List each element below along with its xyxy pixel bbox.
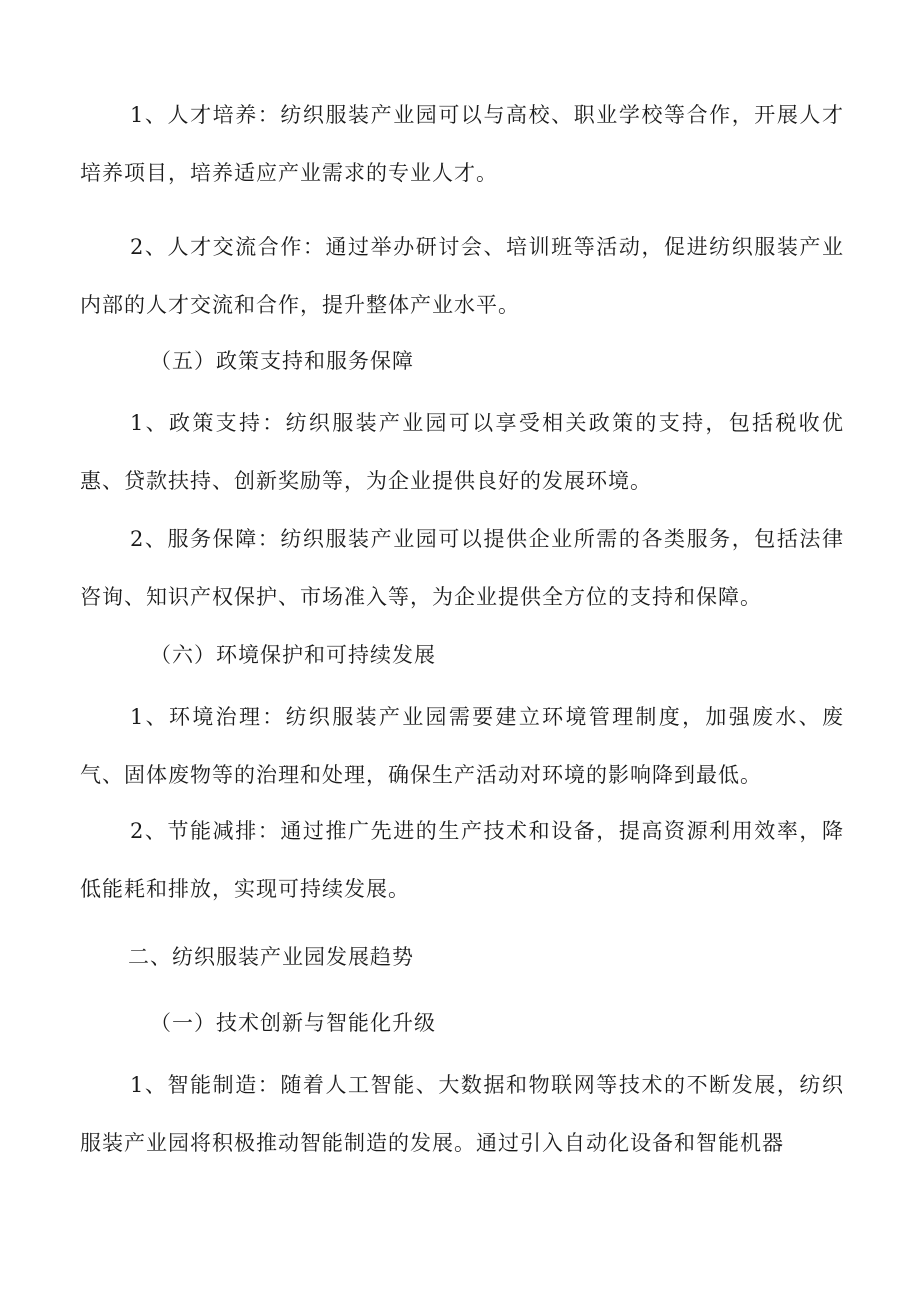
paragraph-smart-manufacturing: 1、智能制造：随着人工智能、大数据和物联网等技术的不断发展，纺织服装产业园将积极推动智能制造的发展。通过引入自动化设备和智能机器 bbox=[80, 1073, 844, 1155]
section-heading-tech-innovation: （一）技术创新与智能化升级 bbox=[150, 1011, 436, 1035]
chapter-heading-development-trends: 二、纺织服装产业园发展趋势 bbox=[128, 945, 414, 969]
paragraph-talent-exchange: 2、人才交流合作：通过举办研讨会、培训班等活动，促进纺织服装产业内部的人才交流和合作，提升整体产业水平。 bbox=[80, 235, 844, 317]
paragraph-service-guarantee: 2、服务保障：纺织服装产业园可以提供企业所需的各类服务，包括法律咨询、知识产权保护、市场准入等，为企业提供全方位的支持和保障。 bbox=[80, 527, 844, 609]
section-heading-policy-support: （五）政策支持和服务保障 bbox=[150, 349, 414, 373]
paragraph-policy-support: 1、政策支持：纺织服装产业园可以享受相关政策的支持，包括税收优惠、贷款扶持、创新奖励等，为企业提供良好的发展环境。 bbox=[80, 411, 844, 493]
section-heading-environment: （六）环境保护和可持续发展 bbox=[150, 643, 436, 667]
paragraph-environmental-governance: 1、环境治理：纺织服装产业园需要建立环境管理制度，加强废水、废气、固体废物等的治理和处理，确保生产活动对环境的影响降到最低。 bbox=[80, 705, 844, 787]
paragraph-energy-saving: 2、节能减排：通过推广先进的生产技术和设备，提高资源利用效率，降低能耗和排放，实现可持续发展。 bbox=[80, 819, 844, 901]
paragraph-talent-training: 1、人才培养：纺织服装产业园可以与高校、职业学校等合作，开展人才培养项目，培养适应产业需求的专业人才。 bbox=[80, 103, 844, 185]
